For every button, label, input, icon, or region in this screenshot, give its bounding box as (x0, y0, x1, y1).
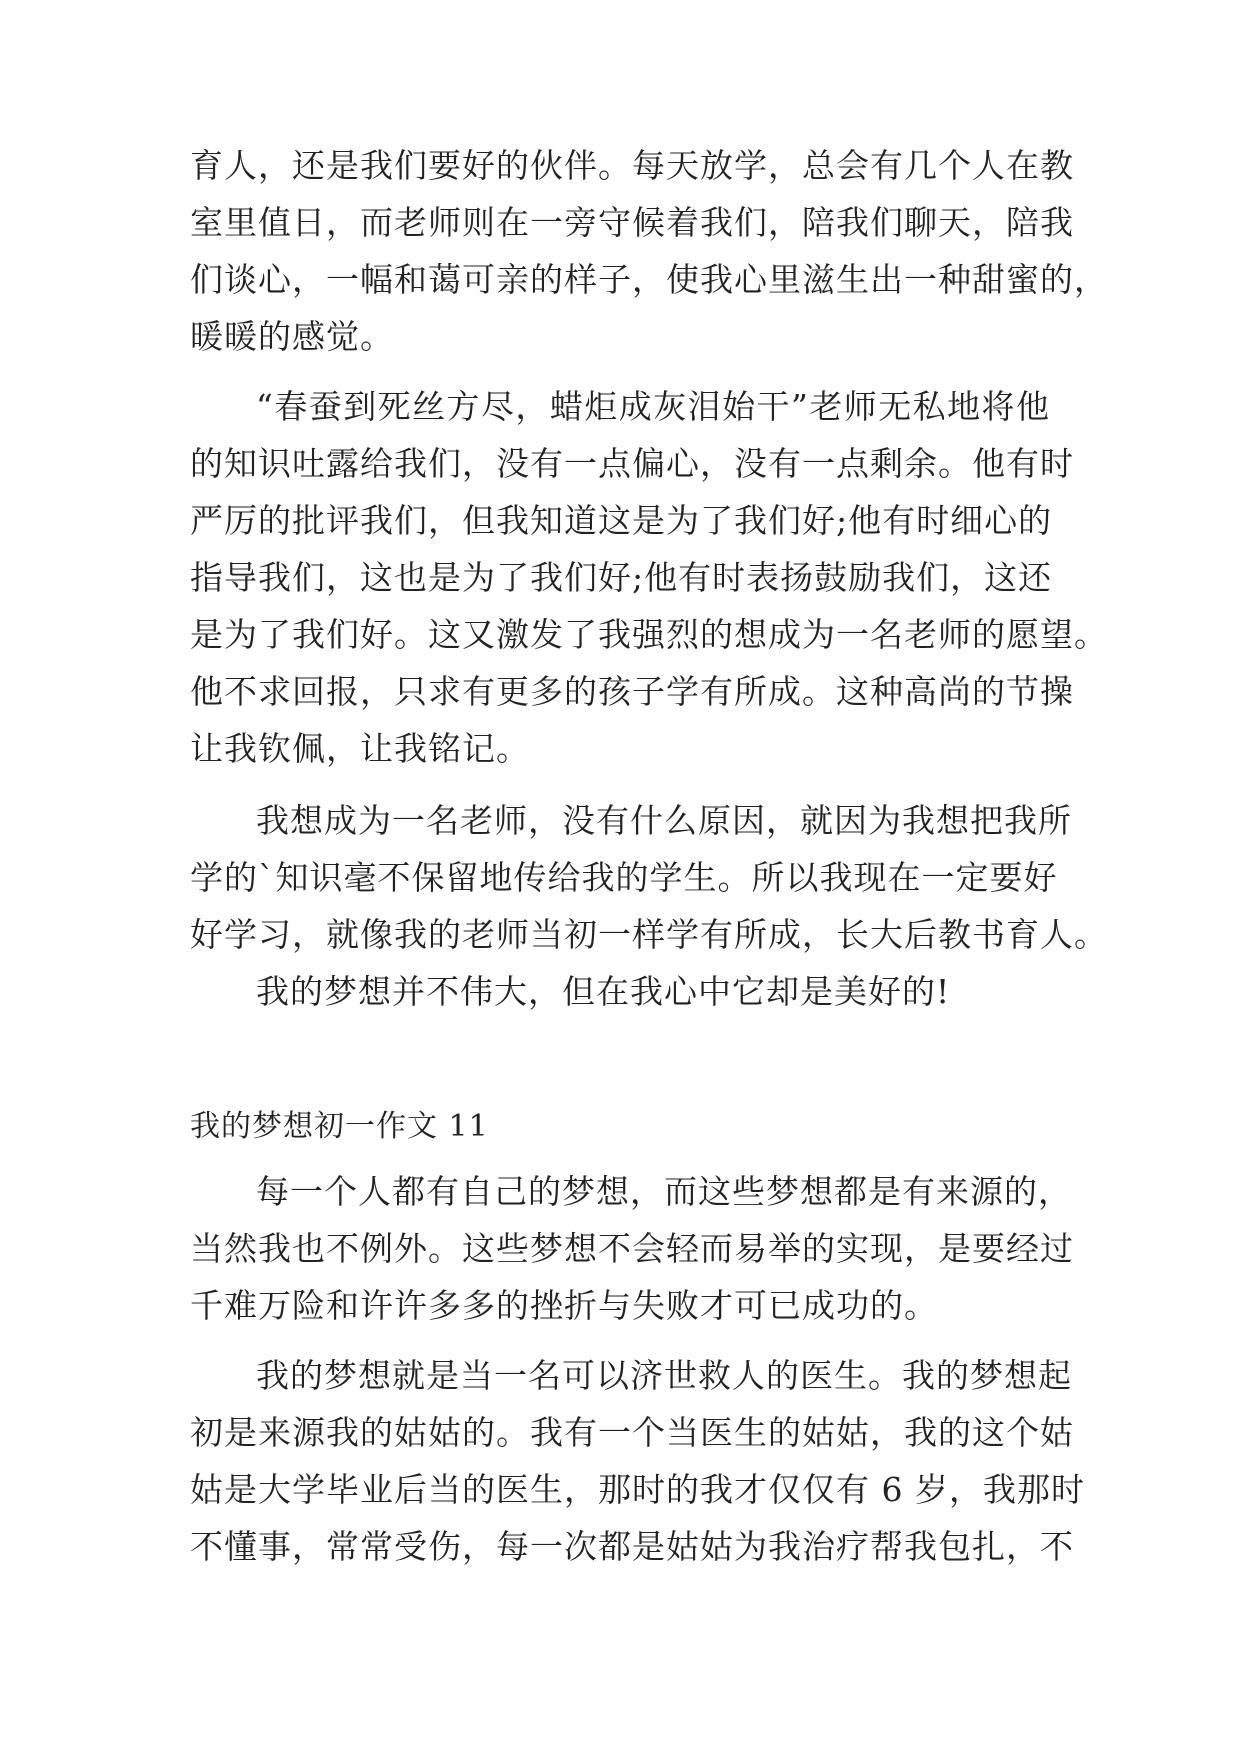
text-line: “春蚕到死丝方尽，蜡炬成灰泪始干”老师无私地将他 (256, 387, 1050, 426)
text-line: 室里值日，而老师则在一旁守候着我们，陪我们聊天，陪我 (190, 203, 1074, 242)
text-line: 他不求回报，只求有更多的孩子学有所成。这种高尚的节操 (190, 672, 1074, 711)
text-line: 严厉的批评我们，但我知道这是为了我们好;他有时细心的 (190, 501, 1053, 540)
text-line: 们谈心，一幅和蔼可亲的样子，使我心里滋生出一种甜蜜的， (190, 260, 1108, 299)
text-line: 暖暖的感觉。 (190, 317, 394, 356)
text-line: 的知识吐露给我们，没有一点偏心，没有一点剩余。他有时 (190, 444, 1074, 483)
text-line: 我想成为一名老师，没有什么原因，就因为我想把我所 (256, 801, 1072, 840)
text-line: 我的梦想并不伟大，但在我心中它却是美好的! (256, 972, 951, 1011)
text-line: 千难万险和许许多多的挫折与失败才可已成功的。 (190, 1286, 938, 1325)
text-line: 是为了我们好。这又激发了我强烈的想成为一名老师的愿望。 (190, 615, 1108, 654)
text-line: 每一个人都有自己的梦想，而这些梦想都是有来源的， (256, 1172, 1072, 1211)
section-title: 我的梦想初一作文 11 (190, 1109, 489, 1144)
text-line: 初是来源我的姑姑的。我有一个当医生的姑姑，我的这个姑 (190, 1413, 1074, 1452)
text-line: 好学习，就像我的老师当初一样学有所成，长大后教书育人。 (190, 915, 1108, 954)
text-line: 我的梦想就是当一名可以济世救人的医生。我的梦想起 (256, 1356, 1072, 1395)
text-line: 当然我也不例外。这些梦想不会轻而易举的实现，是要经过 (190, 1229, 1074, 1268)
text-line: 让我钦佩，让我铭记。 (190, 729, 530, 768)
text-line: 学的`知识毫不保留地传给我的学生。所以我现在一定要好 (190, 858, 1058, 897)
text-line: 育人，还是我们要好的伙伴。每天放学，总会有几个人在教 (190, 146, 1074, 185)
text-line: 不懂事，常常受伤，每一次都是姑姑为我治疗帮我包扎，不 (190, 1527, 1074, 1566)
text-line: 姑是大学毕业后当的医生，那时的我才仅仅有 6 岁，我那时 (190, 1470, 1085, 1509)
text-line: 指导我们，这也是为了我们好;他有时表扬鼓励我们，这还 (190, 558, 1053, 597)
